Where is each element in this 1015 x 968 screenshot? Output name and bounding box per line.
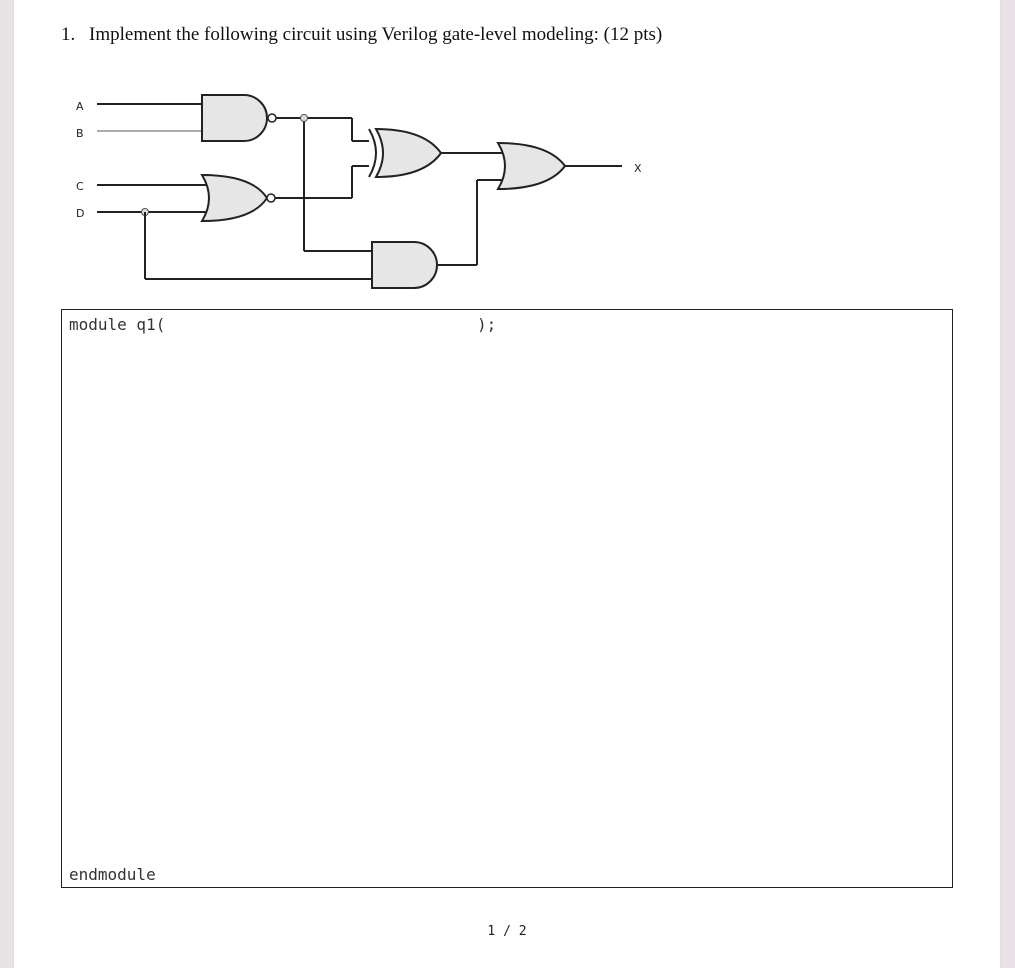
endmodule-keyword: endmodule	[69, 865, 156, 884]
nand-gate	[202, 95, 267, 141]
xor-back-curve	[369, 129, 376, 177]
output-label-x: X	[634, 162, 642, 175]
junction-nand	[301, 115, 308, 122]
module-port-close: );	[477, 315, 497, 334]
input-label-d: D	[76, 207, 85, 220]
question-text: Implement the following circuit using Verilog gate-level modeling: (12 pts)	[89, 24, 663, 45]
input-label-a: A	[76, 100, 84, 113]
input-label-b: B	[76, 127, 84, 140]
question-number: 1.	[61, 24, 76, 45]
answer-box[interactable]	[61, 309, 953, 888]
or-gate	[498, 143, 565, 189]
page-number: 1 / 2	[487, 924, 527, 939]
nor-bubble	[267, 194, 275, 202]
circuit-diagram	[14, 0, 1000, 300]
nor-gate	[202, 175, 267, 221]
and-gate	[372, 242, 437, 288]
module-declaration: module q1(	[69, 315, 166, 334]
xor-gate	[376, 129, 441, 177]
input-label-c: C	[76, 180, 84, 193]
nand-bubble	[268, 114, 276, 122]
document-page	[14, 0, 1000, 968]
